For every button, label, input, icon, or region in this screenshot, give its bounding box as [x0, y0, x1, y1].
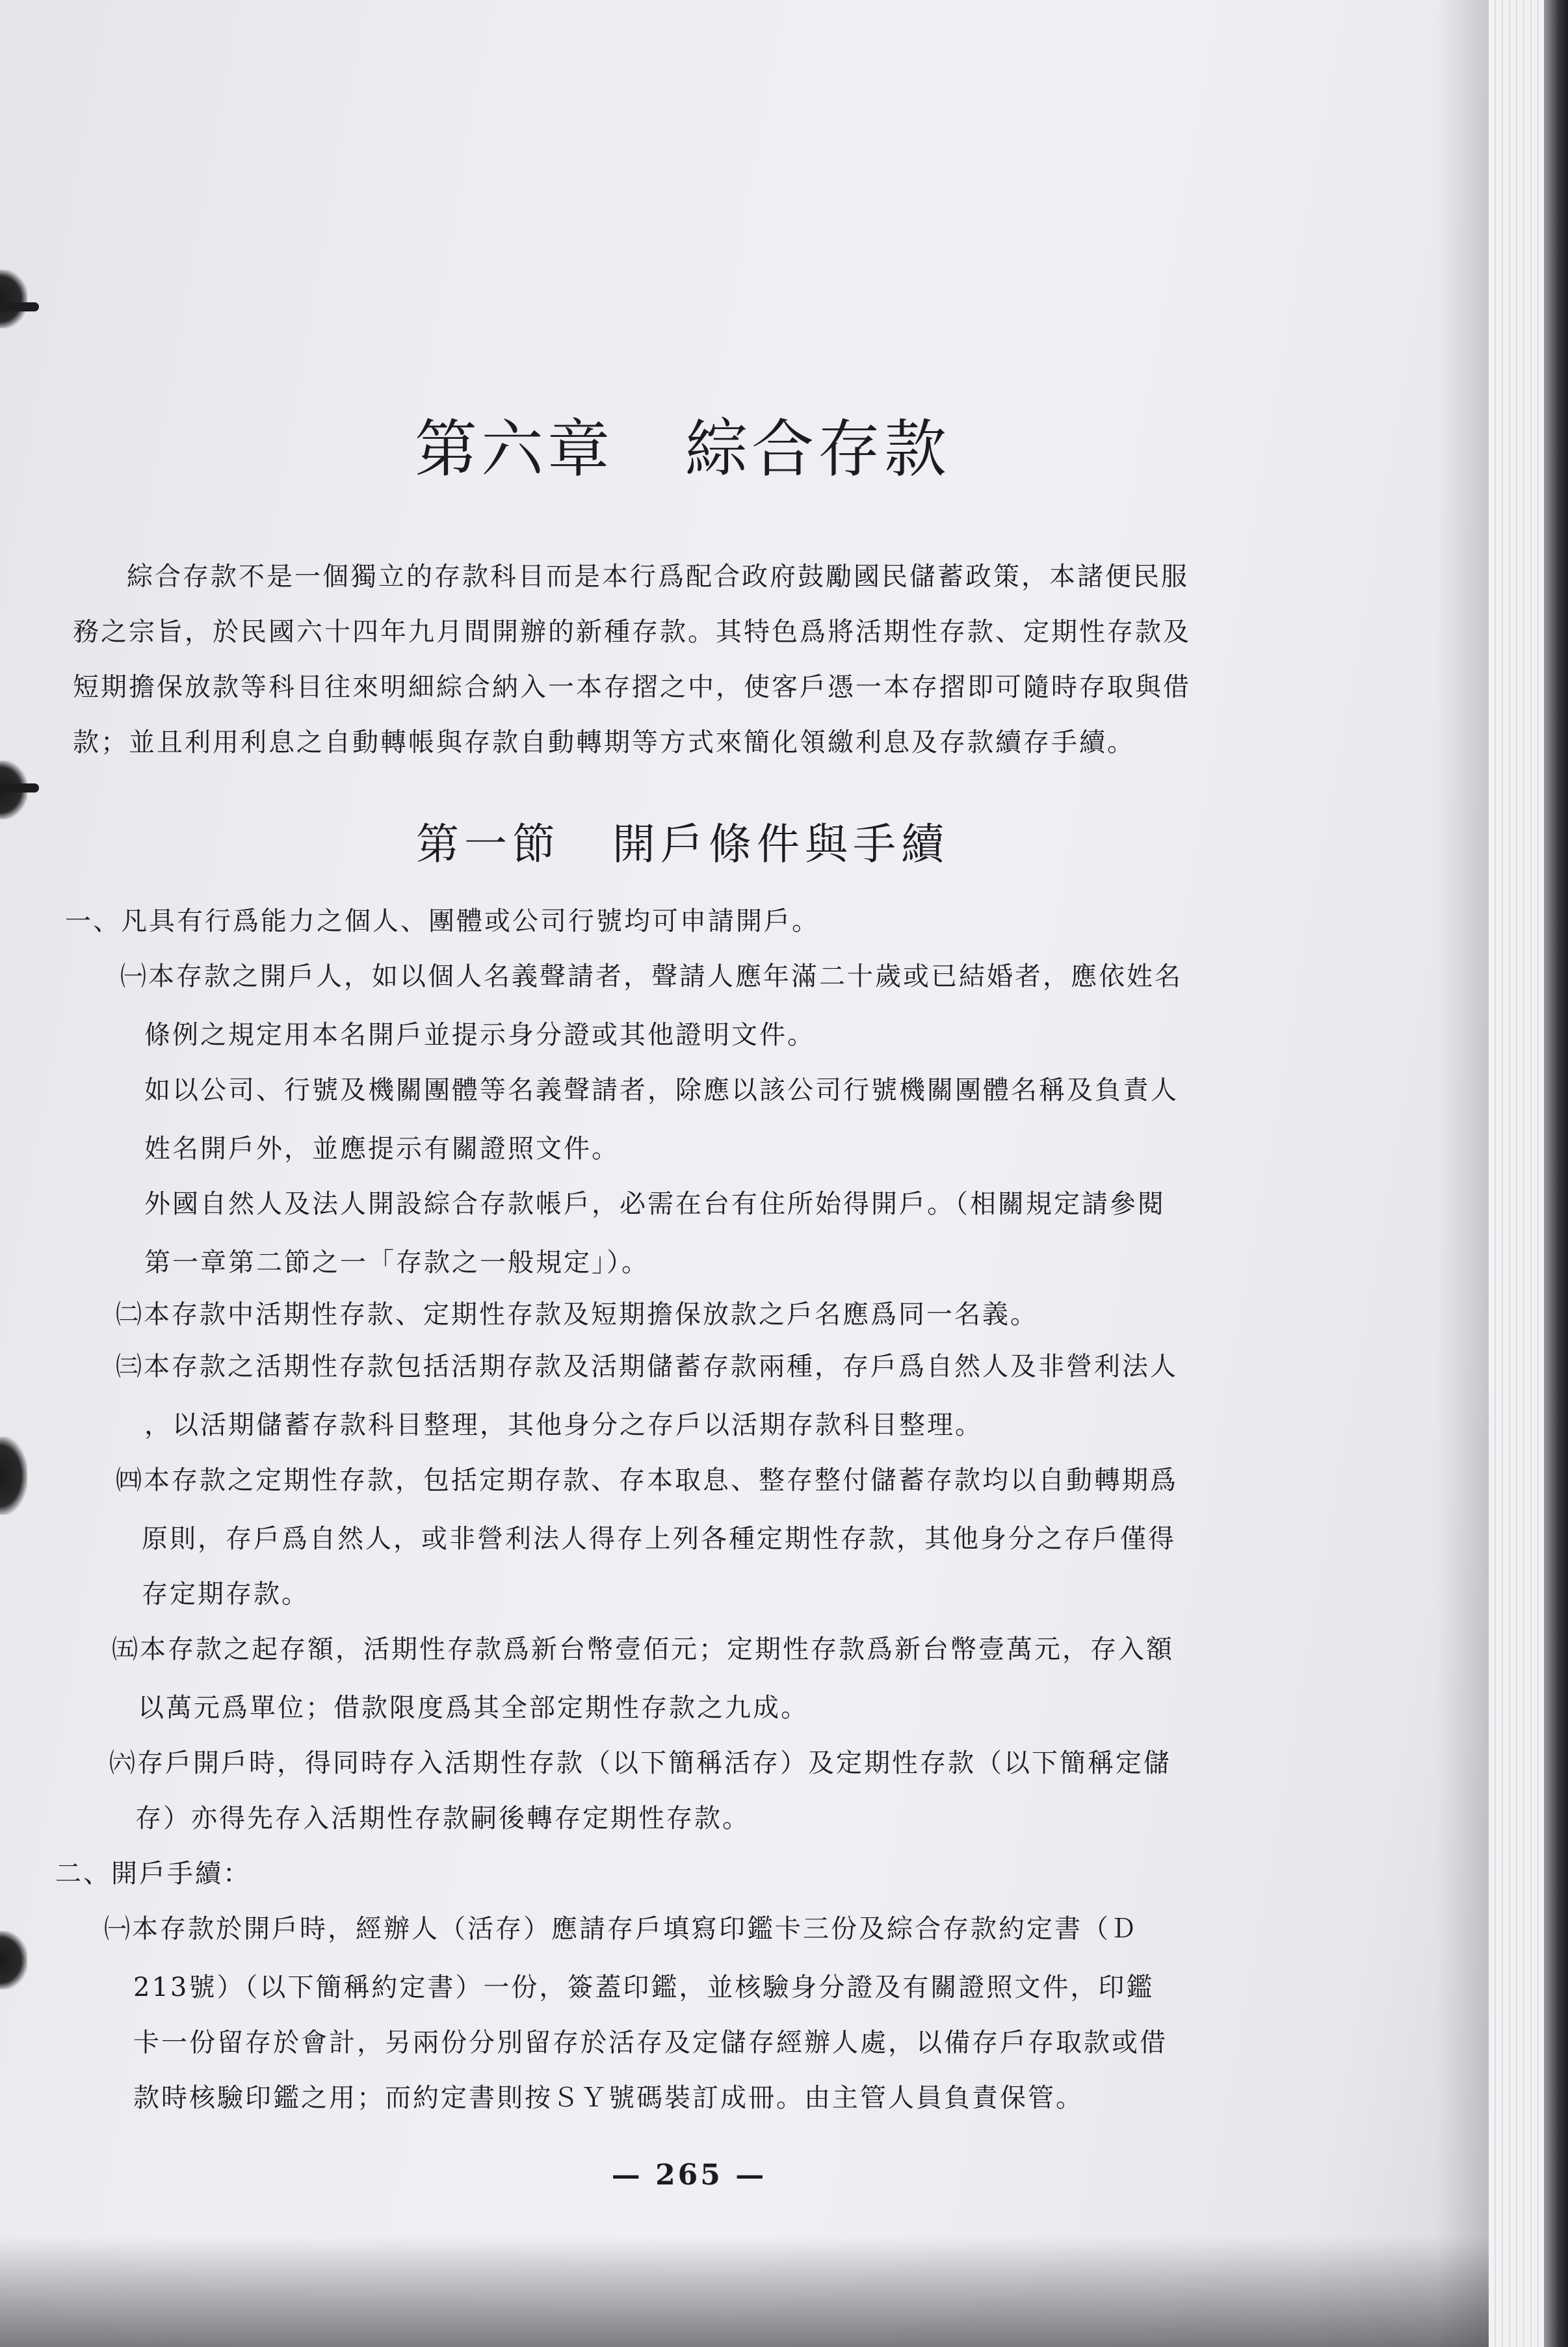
body-line: 原則，存戶爲自然人，或非營利法人得存上列各種定期性存款，其他身分之存戶僅得: [142, 1524, 1176, 1554]
body-line: 姓名開戶外，並應提示有關證照文件。: [144, 1134, 620, 1164]
chapter-name: 綜合存款: [685, 413, 950, 486]
body-line: 條例之規定用本名開戶並提示身分證或其他證明文件。: [144, 1020, 815, 1050]
bottom-shadow: [0, 2236, 1489, 2347]
binding-ring: [0, 1931, 27, 1989]
body-line: 213號）（以下簡稱約定書）一份，簽蓋印鑑，並核驗身分證及有關證照文件，印鑑: [133, 1973, 1155, 2002]
intro-line: 綜合存款不是一個獨立的存款科目而是本行爲配合政府鼓勵國民儲蓄政策，本諸便民服: [127, 562, 1189, 592]
body-line: 一、凡具有行爲能力之個人、團體或公司行號均可申請開戶。: [65, 906, 820, 936]
chapter-title: [0, 400, 1365, 489]
section-name: 開戶條件與手續: [612, 819, 949, 869]
binding-ring: [0, 270, 27, 328]
body-line: 二、開戶手續：: [55, 1859, 251, 1889]
body-line: ㈣本存款之定期性存款，包括定期存款、存本取息、整存整付儲蓄存款均以自動轉期爲: [116, 1465, 1178, 1495]
binding-ring: [0, 1437, 27, 1515]
intro-line: 務之宗旨，於民國六十四年九月間開辦的新種存款。其特色爲將活期性存款、定期性存款及: [73, 617, 1191, 647]
body-line: ㈤本存款之起存額，活期性存款爲新台幣壹佰元；定期性存款爲新台幣壹萬元，存入額: [112, 1634, 1174, 1664]
section-title: [0, 809, 1365, 871]
body-line: ㈠本存款之開戶人，如以個人名義聲請者，聲請人應年滿二十歲或已結婚者，應依姓名: [120, 962, 1183, 991]
section-number: 第一節: [416, 819, 560, 869]
body-line: 存）亦得先存入活期性存款嗣後轉存定期性存款。: [135, 1803, 750, 1833]
body-line: 存定期存款。: [142, 1579, 309, 1609]
body-line: 以萬元爲單位；借款限度爲其全部定期性存款之九成。: [138, 1693, 809, 1723]
intro-line: 款；並且利用利息之自動轉帳與存款自動轉期等方式來簡化領繳利息及存款續存手續。: [73, 728, 1135, 757]
body-line: 款時核驗印鑑之用；而約定書則按ＳＹ號碼裝訂成冊。由主管人員負責保管。: [133, 2083, 1084, 2113]
binder-edge: [1544, 0, 1568, 2347]
body-line: ㈢本存款之活期性存款包括活期存款及活期儲蓄存款兩種，存戶爲自然人及非營利法人: [116, 1352, 1178, 1382]
chapter-number: 第六章: [415, 413, 614, 486]
binding-ring-hook: [0, 783, 39, 793]
body-line: ㈥存戶開戶時，得同時存入活期性存款（以下簡稱活存）及定期性存款（以下簡稱定儲: [109, 1748, 1171, 1778]
binding-ring-hook: [0, 302, 39, 311]
body-line: 卡一份留存於會計，另兩份分別留存於活存及定儲存經辦人處，以備存戶存取款或借: [133, 2028, 1168, 2058]
body-line: 如以公司、行號及機關團體等名義聲請者，除應以該公司行號機關團體名稱及負責人: [144, 1075, 1179, 1105]
body-line: ，以活期儲蓄存款科目整理，其他身分之存戶以活期存款科目整理。: [144, 1410, 983, 1440]
intro-line: 短期擔保放款等科目往來明細綜合納入一本存摺之中，使客戶憑一本存摺即可隨時存取與借: [73, 672, 1191, 702]
body-line: 外國自然人及法人開設綜合存款帳戶，必需在台有住所始得開戶。（相關規定請參閱: [144, 1189, 1166, 1219]
page-edge-shadow: [1437, 0, 1495, 2347]
body-line: ㈠本存款於開戶時，經辦人（活存）應請存戶填寫印鑑卡三份及綜合存款約定書（Ｄ: [104, 1914, 1138, 1944]
page-number: — 265 —: [611, 2158, 767, 2192]
body-line: ㈡本存款中活期性存款、定期性存款及短期擔保放款之戶名應爲同一名義。: [116, 1300, 1038, 1330]
body-line: 第一章第二節之一「存款之一般規定」）。: [144, 1248, 649, 1278]
